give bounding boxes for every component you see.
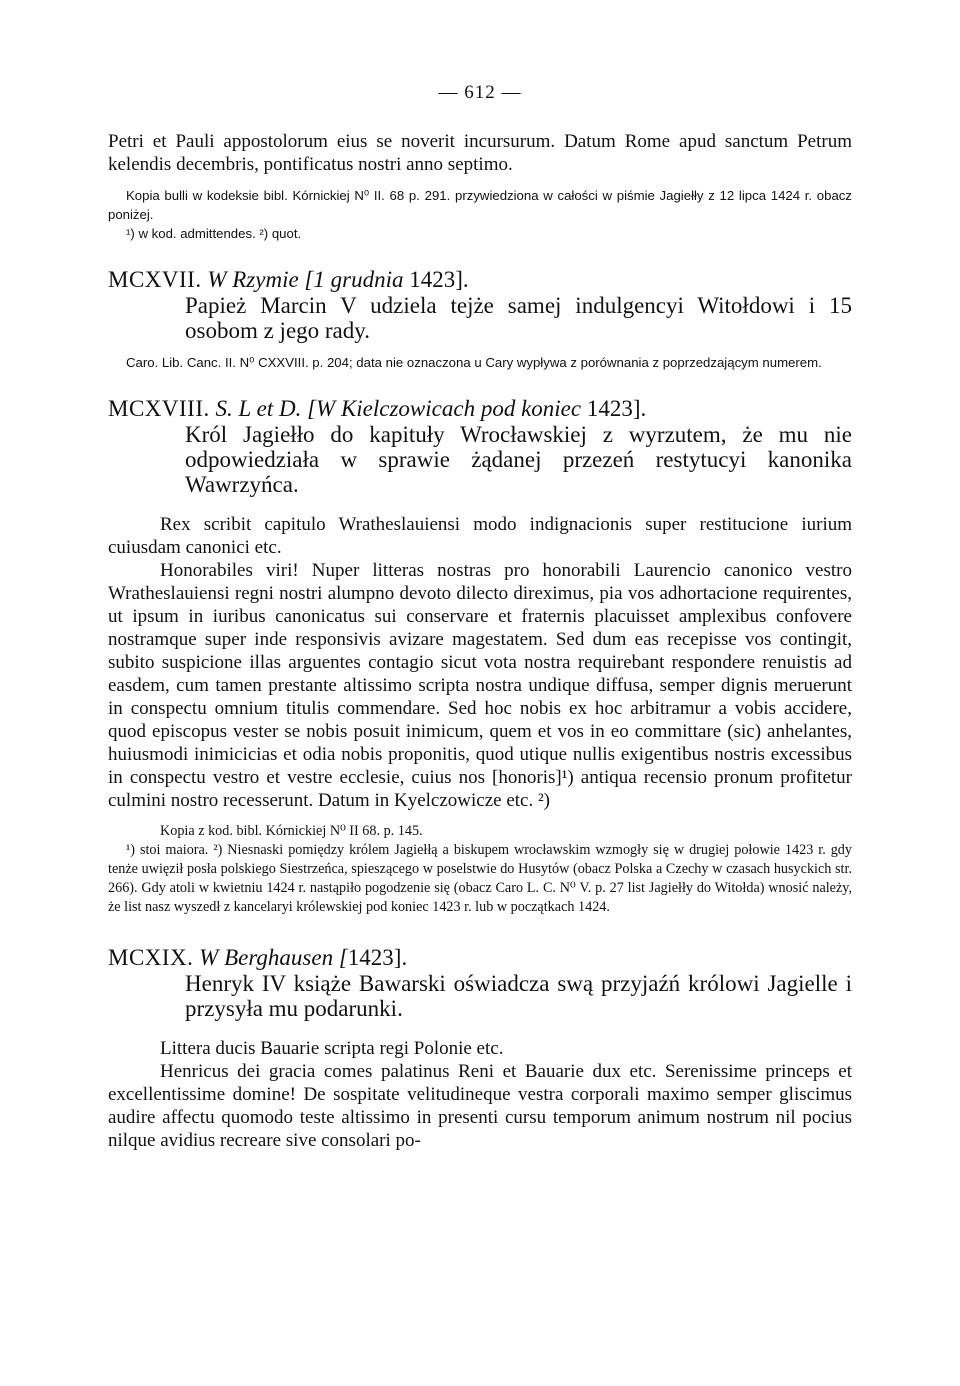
document-place: S. L et D. [W Kielczowicach pod koniec [215, 396, 582, 421]
intro-closing-text: Petri et Pauli appostolorum eius se noverit incursurum. Datum Rome apud sanctum Petrum kelendis decembris, pontificatus nostri anno septimo. [108, 131, 852, 175]
document-date: 1423]. [347, 945, 408, 970]
document-place: W Berghausen [ [199, 945, 348, 970]
document-footnotes: ¹) stoi maiora. ²) Niesnaski pomiędzy królem Jagiełłą a biskupem wrocławskim wzmogły się w drugiej połowie 1423 r. gdy tenże uwięził posła polskiego Siestrzeńca, spieszącego w poselstwie do Husytów (obacz Polska a Czechy w czasach husyckich str. 266). Gdy atoli w kwietniu 1424 r. nastąpiło pogodzenie się (obacz Caro L. C. N⁰ V. p. 27 list Jagiełły do Witołda) wnosić należy, że list nasz wyszedł z kancelaryi królewskiej pod koniec 1423 r. lub w początkach 1424. [108, 842, 852, 915]
page [108, 82, 852, 1152]
document-summary: Papież Marcin V udziela tejże samej indulgencyi Witołdowi i 15 osobom z jego rady. [185, 293, 852, 343]
document-number: MCXVII. [108, 267, 202, 292]
document-body: Henricus dei gracia comes palatinus Reni et Bauarie dux etc. Serenissime princeps et excellentissime domine! De sospitate velitudineque vestra corporali maximo semper gliscimus audire affectu quomodo teste altissimo in presenti cursu temporum animum nostrum nil pocius nilque avidius recreare sive consolari po- [108, 1061, 852, 1151]
document-number: MCXVIII. [108, 396, 210, 421]
document-heading: Littera ducis Bauarie scripta regi Polonie etc. [160, 1038, 504, 1059]
document-summary: Król Jagiełło do kapituły Wrocławskiej z wyrzutem, że mu nie odpowiedziała w sprawie żądanej przezeń restytucyi kanonika Wawrzyńca. [185, 422, 852, 497]
document-mcxviii [108, 396, 852, 917]
document-date: 1423]. [586, 396, 647, 421]
document-heading: Rex scribit capitulo Wratheslauiensi modo indignacionis super restitucione iurium cuiusdam canonici etc. [108, 514, 852, 558]
document-number: MCXIX. [108, 945, 194, 970]
document-mcxix [108, 945, 852, 1152]
document-body: Honorabiles viri! Nuper litteras nostras pro honorabili Laurencio canonico vestro Wratheslauiensi regni nostri alumpno devoto dilecto direximus, pia vos adhortacione requirentes, ut ipsum in iuribus canonicatus sui conservare et fraternis placuisset amplexibus confovere nostramque super inde responsivis avizare magestatem. Sed dum eas recepisse vos contingit, subito suspicione illas arguentes contagio sicut vota nostra requirebant respondere renuistis ad easdem, cum tamen prestante altissimo scripta nostra undique diffusa, semper dignis meruerunt in conspectu omnium titulis commendare. Sed hoc nobis ex hoc arbitramur a vobis accidere, quod episcopus vester se nobis posuit inimicum, quem et vos in eo committare (sic) anhelantes, huiusmodi inimicicias et odia nobis proponitis, quod utique nullis exigentibus nostris excessibus in conspectu vestro et vestre ecclesie, cuius nos [honoris]¹) antiqua recensio pronum profitetur culmini nostro recesserunt. Datum in Kyelczowicze etc. ²) [108, 560, 852, 811]
document-source-note: Kopia z kod. bibl. Kórnickiej N⁰ II 68. p. 145. [160, 823, 423, 839]
document-mcxvii [108, 267, 852, 372]
document-header [108, 267, 852, 293]
document-date: 1423]. [409, 267, 469, 292]
document-place: W Rzymie [1 grudnia [207, 267, 404, 292]
intro-footnotes: ¹) w kod. admittendes. ²) quot. [126, 226, 302, 241]
document-header [108, 396, 852, 422]
intro-source-note: Kopia bulli w kodeksie bibl. Kórnickiej N⁰ II. 68 p. 291. przywiedziona w całości w piśmie Jagiełły z 12 lipca 1424 r. obacz poniżej. [108, 188, 852, 222]
page-number: — 612 — [438, 82, 522, 103]
document-source-note: Caro. Lib. Canc. II. N⁰ CXXVIII. p. 204; data nie oznaczona u Cary wypływa z porównania z poprzedzającym numerem. [126, 355, 822, 370]
document-header [108, 945, 852, 971]
document-summary: Henryk IV książe Bawarski oświadcza swą przyjaźń królowi Jagielle i przysyła mu podarunki. [185, 971, 852, 1021]
